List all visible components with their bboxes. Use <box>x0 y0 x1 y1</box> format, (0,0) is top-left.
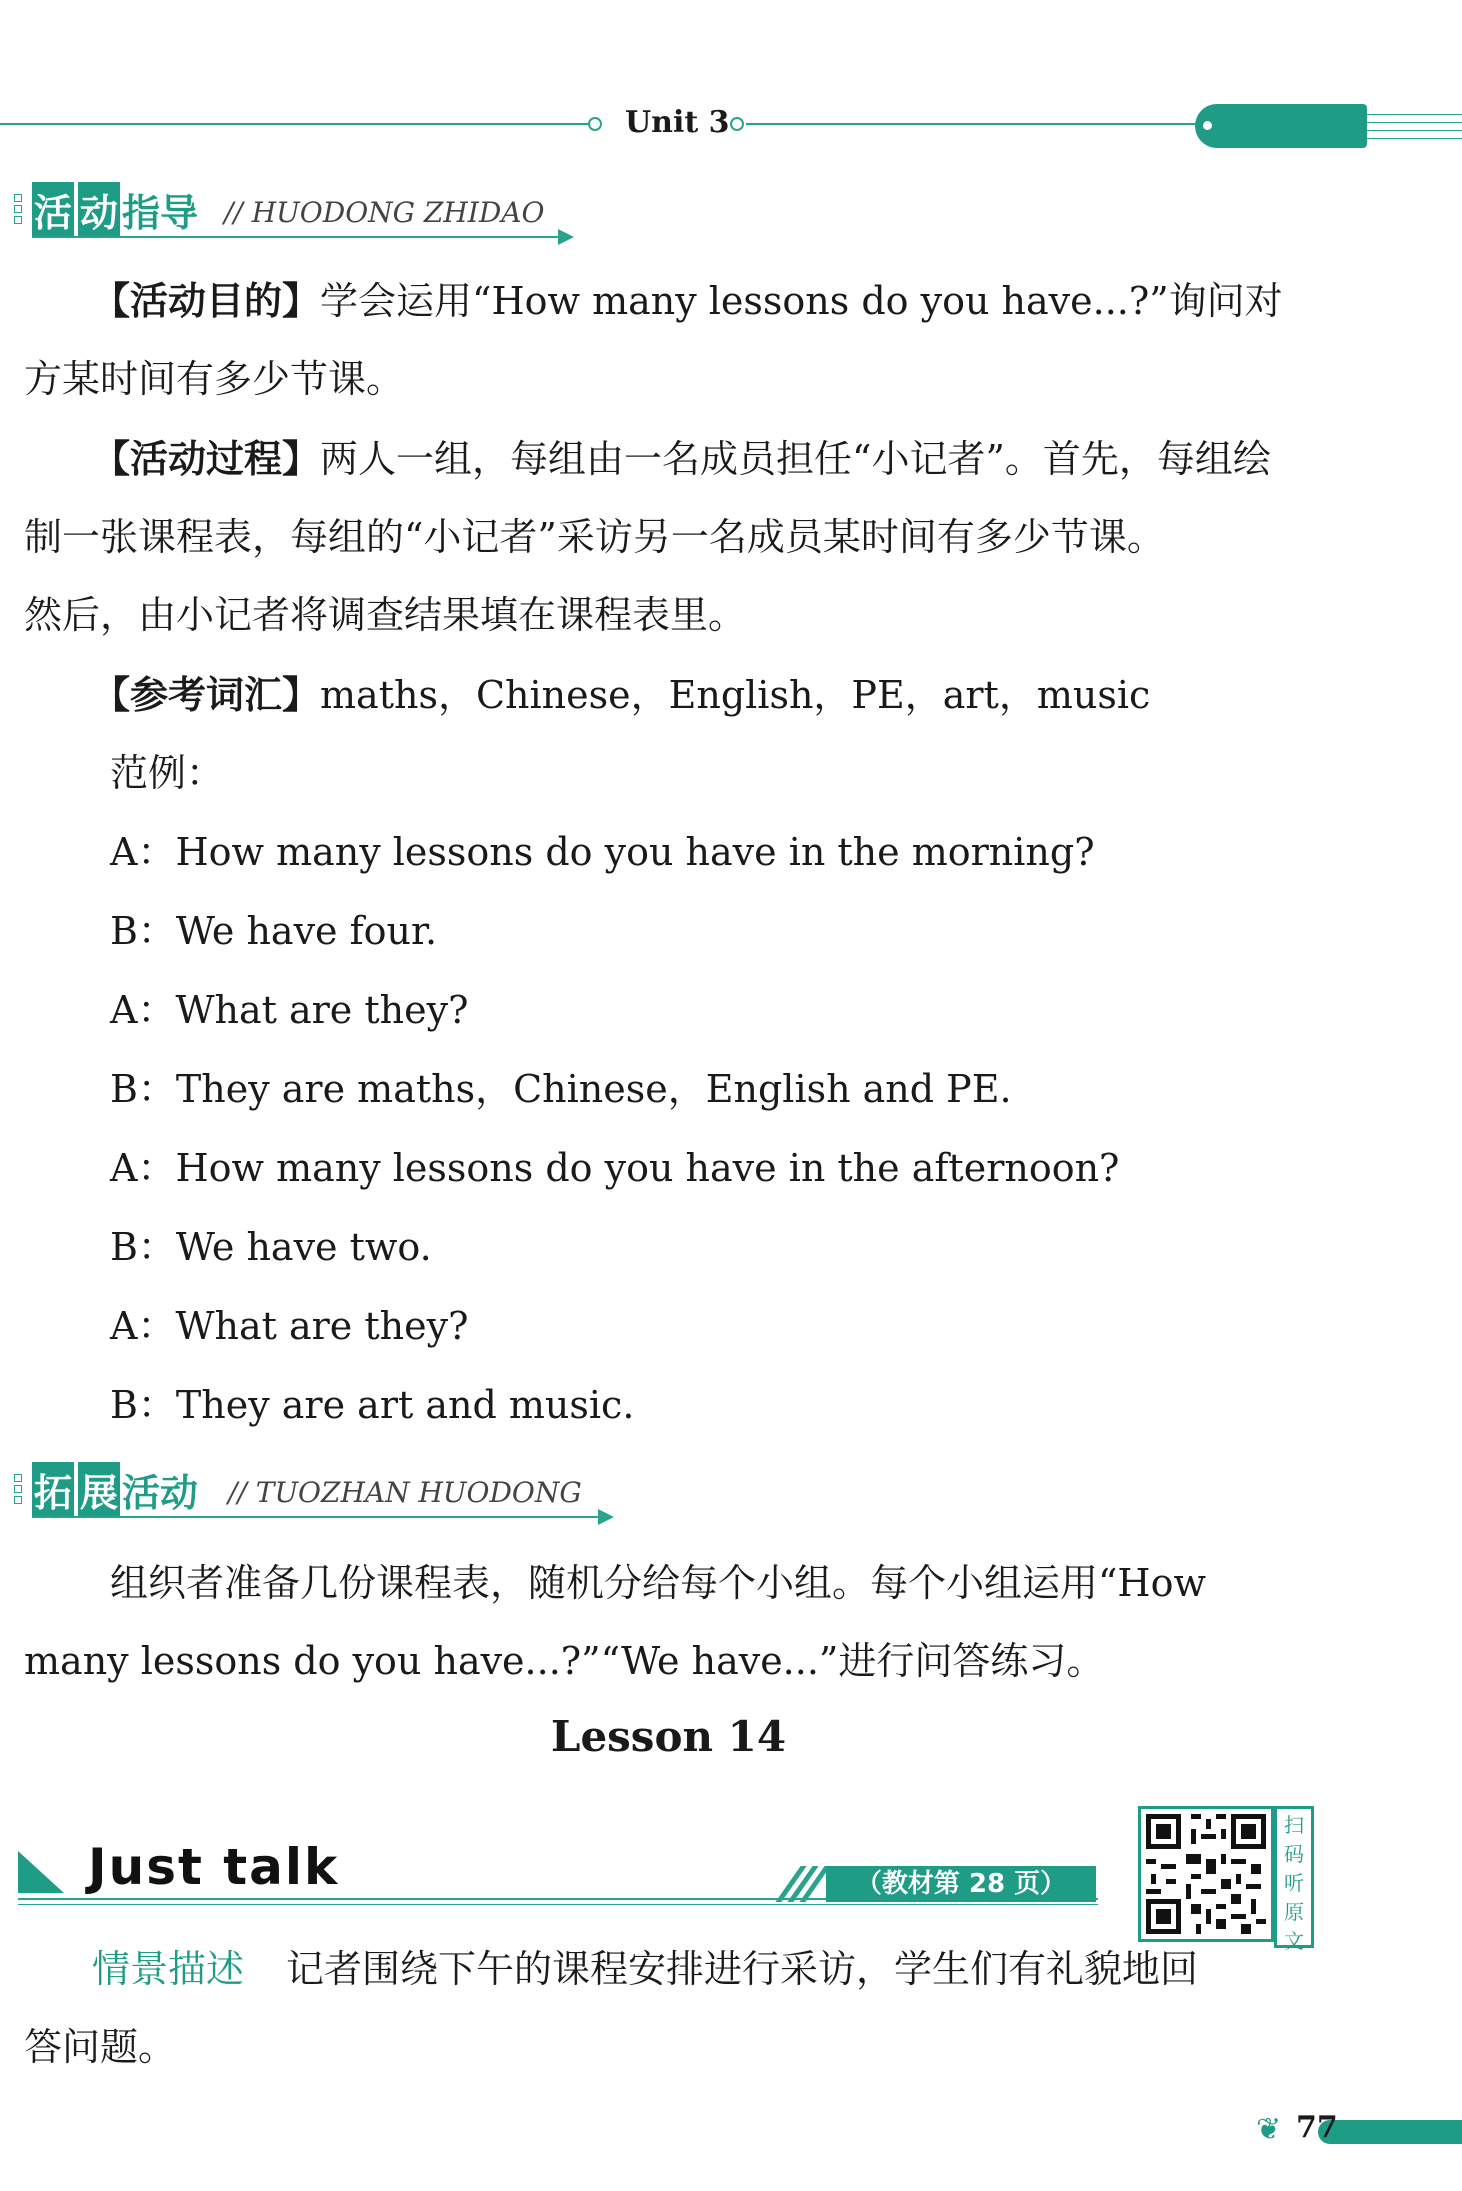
section-subtitle: // HUODONG ZHIDAO <box>224 196 545 229</box>
dialogue-line: B：They are art and music. <box>110 1383 635 1427</box>
process-label: 【活动过程】 <box>92 437 321 481</box>
unit-label: Unit 3 <box>625 105 730 140</box>
scene-text-line-1: 记者围绕下午的课程安排进行采访，学生们有礼貌地回 <box>286 1947 1199 1991</box>
footer-bar <box>1318 2120 1462 2144</box>
dialogue-line: B：We have two. <box>110 1225 432 1269</box>
header-stripe-4 <box>1367 138 1462 139</box>
header-rule-dot-left <box>588 117 602 131</box>
goal-text-line-2: 方某时间有多少节课。 <box>24 357 405 401</box>
section-title <box>32 182 200 237</box>
dialogue-line: A：How many lessons do you have in the afternoon? <box>110 1146 1120 1190</box>
page-number: 77 <box>1296 2110 1338 2145</box>
qr-caption-char: 原 <box>1284 1900 1304 1924</box>
arrow-right-icon <box>598 1509 614 1525</box>
activity-process <box>24 420 1344 654</box>
qr-caption-char: 文 <box>1284 1929 1304 1953</box>
section-cube-icon <box>14 194 28 228</box>
qr-code-image <box>1141 1809 1271 1939</box>
scene-text-line-2: 答问题。 <box>24 2025 177 2069</box>
extension-text-line-1: 组织者准备几份课程表，随机分给每个小组。每个小组运用“How <box>110 1561 1206 1605</box>
dialogue-line: A：How many lessons do you have in the morning? <box>110 830 1095 874</box>
dialogue-line: B：We have four. <box>110 909 438 953</box>
section-header-activity-guide <box>14 176 574 246</box>
qr-code[interactable] <box>1138 1806 1274 1942</box>
section-title-char-2: 动 <box>78 182 120 237</box>
process-text-line-1: 两人一组，每组由一名成员担任“小记者”。首先，每组绘 <box>320 437 1271 481</box>
qr-caption <box>1274 1806 1314 1953</box>
header-stripe-1 <box>1367 114 1462 115</box>
process-text-line-3: 然后，由小记者将调查结果填在课程表里。 <box>24 593 747 637</box>
section-title-char-1: 活 <box>32 182 74 237</box>
dialogue-line: B：They are maths，Chinese，English and PE. <box>110 1067 1012 1111</box>
extension-text <box>24 1544 1344 1700</box>
qr-caption-char: 码 <box>1284 1842 1304 1866</box>
textbook-page-ref: （教材第 28 页） <box>826 1866 1096 1902</box>
extension-text-line-2: many lessons do you have...?”“We have...”进行问答练习。 <box>24 1639 1105 1683</box>
header-rule-right <box>746 123 1200 125</box>
section-header-extension-activity <box>14 1456 614 1526</box>
vocabulary <box>92 656 1150 734</box>
section-title <box>32 1462 200 1517</box>
goal-label: 【活动目的】 <box>92 279 321 323</box>
header-rule-dot-right <box>730 117 744 131</box>
section-title-rest: 指导 <box>122 191 199 235</box>
arrow-right-icon <box>558 229 574 245</box>
just-talk-triangle-icon <box>18 1851 64 1893</box>
lesson-title: Lesson 14 <box>550 1712 787 1761</box>
just-talk-title: Just talk <box>88 1838 340 1896</box>
activity-goal <box>24 262 1344 418</box>
section-title-rest: 活动 <box>122 1471 199 1515</box>
header-stripe-2 <box>1367 122 1462 123</box>
leaf-icon: ❦ <box>1256 2112 1282 2147</box>
header-tab <box>1195 104 1367 148</box>
qr-caption-char: 扫 <box>1284 1813 1304 1837</box>
header-rule-left <box>0 123 588 125</box>
qr-caption-char: 听 <box>1284 1871 1304 1895</box>
header-stripe-3 <box>1367 130 1462 131</box>
dialogue-line: A：What are they? <box>110 1304 469 1348</box>
vocab-text: maths，Chinese，English，PE，art，music <box>320 673 1151 717</box>
goal-text-line-1: 学会运用“How many lessons do you have...?”询问对 <box>320 279 1283 323</box>
process-text-line-2: 制一张课程表，每组的“小记者”采访另一名成员某时间有多少节课。 <box>24 515 1165 559</box>
vocab-label: 【参考词汇】 <box>92 673 321 717</box>
header-tab-hole <box>1203 121 1212 130</box>
section-underline <box>32 236 562 238</box>
section-underline <box>32 1516 602 1518</box>
section-title-char-2: 展 <box>78 1462 120 1517</box>
scene-label: 情景描述 <box>92 1947 245 1991</box>
just-talk-rule-thin <box>18 1904 1098 1905</box>
section-title-char-1: 拓 <box>32 1462 74 1517</box>
example-label: 范例： <box>110 751 225 795</box>
section-subtitle: // TUOZHAN HUODONG <box>228 1476 582 1509</box>
section-cube-icon <box>14 1474 28 1508</box>
dialogue-line: A：What are they? <box>110 988 469 1032</box>
scene-description <box>24 1930 1344 2086</box>
